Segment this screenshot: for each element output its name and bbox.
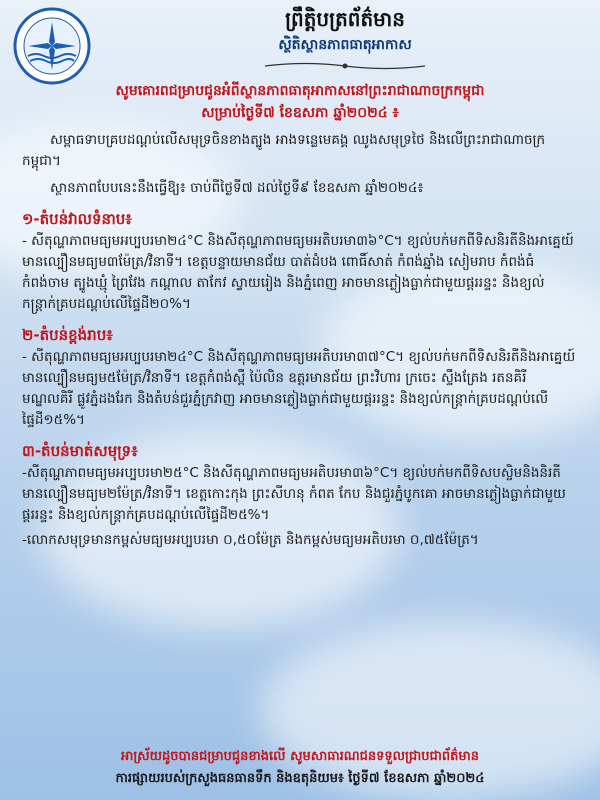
ministry-logo-icon bbox=[12, 6, 92, 86]
section-text-highland: - សីតុណ្ហភាពមធ្យមអប្បបរមា២៤°C និងសីតុណ្ហភាពមធ្យមអតិបរមា៣៧°C។ ខ្យល់បក់មកពីទិសនិរតីនិងអាគ្នេយ៍មានល្បឿនមធ្យម៥ម៉ែត្រ/វិនាទី។ ខេត្តកំពង់ស្ពឺ ប៉ៃលិន ឧត្តរមានជ័យ ព្រះវិហារ ក្រចេះ ស្ទឹងត្រែង រតនគិរី មណ្ឌលគិរី ផ្លូវភ្នំដងរែក និងតំបន់ជួរភ្នំក្រវាញ អាចមានភ្លៀងធ្លាក់ជាមួយផ្គររន្ទះ និងខ្យល់កន្ត្រាក់គ្របដណ្ដប់លើផ្ទៃដី១៥%។ bbox=[22, 349, 576, 428]
section-heading-highland: ២-តំបន់ខ្ពង់រាប៖ bbox=[22, 326, 113, 344]
wave-height-note: -លោកសមុទ្រមានកម្ពស់មធ្យមអប្បបរមា ០,៥០ម៉ែត្រ និងកម្ពស់មធ្យមអតិបរមា ០,៧៥ម៉ែត្រ។ bbox=[22, 532, 479, 548]
document-body bbox=[0, 80, 600, 551]
footer-notice: អាស្រ័យដូចបានជម្រាបជូនខាងលើ សូមសាធារណជនទទួលជ្រាបជាព័ត៌មាន bbox=[121, 749, 479, 764]
document-header bbox=[100, 4, 590, 75]
section-text-lowland: - សីតុណ្ហភាពមធ្យមអប្បបរមា២៤°C និងសីតុណ្ហភាពមធ្យមអតិបរមា៣៦°C។ ខ្យល់បក់មកពីទិសនិរតីនិងអាគ្នេយ៍មានល្បឿនមធ្យម៣ម៉ែត្រ/វិនាទី។ ខេត្តបន្ទាយមានជ័យ បាត់ដំបង ពោធិ៍សាត់ កំពង់ឆ្នាំង សៀមរាប កំពង់ធំ កំពង់ចាម ត្បូងឃ្មុំ ព្រៃវែង កណ្តាល តាកែវ ស្វាយរៀង និងភ្នំពេញ អាចមានភ្លៀងធ្លាក់ជាមួយផ្គររន្ទះ និងខ្យល់កន្ត្រាក់គ្របដណ្ដប់លើផ្ទៃដី២០%។ bbox=[22, 233, 574, 312]
section-text-coastal: -សីតុណ្ហភាពមធ្យមអប្បបរមា២៥°C និងសីតុណ្ហភាពមធ្យមអតិបរមា៣៦°C។ ខ្យល់បក់មកពីទិសបស្ចិមនិងនិរតីមានល្បឿនមធ្យម២ម៉ែត្រ/វិនាទី។ ខេត្តកោះកុង ព្រះសីហនុ កំពត កែប និងជួរភ្នំបូកគោ អាចមានភ្លៀងធ្លាក់ជាមួយផ្គររន្ទះ និងខ្យល់កន្ត្រាក់គ្របដណ្ដប់លើផ្ទៃដី២៥%។ bbox=[22, 465, 566, 523]
footer-source: ការផ្សាយរបស់ក្រសួងធនធានទឹក និងឧតុនិយម៖ ថ្ងៃទី៧ ខែឧសភា ឆ្នាំ២០២៤ bbox=[115, 771, 485, 786]
ornament-divider-icon bbox=[260, 61, 430, 71]
intro-line: សូមគោរពជម្រាបជូនអំពីស្ថានភាពធាតុអាកាសនៅព្រះរាជាណាចក្រកម្ពុជា bbox=[115, 83, 485, 99]
section-heading-lowland: ១-តំបន់វាលទំនាប៖ bbox=[22, 210, 132, 228]
intro bbox=[22, 80, 578, 124]
document-footer bbox=[0, 746, 600, 790]
document-title: ព្រឹត្តិបត្រព័ត៌មាន bbox=[285, 7, 405, 31]
document-subtitle: ស្ថិតិស្ថានភាពធាតុអាកាស bbox=[278, 37, 412, 53]
pressure-paragraph: សម្ពាធទាបគ្របដណ្តប់លើសមុទ្រចិនខាងត្បូង អាងទន្លេមេគង្គ ឈូងសមុទ្រថៃ និងលើព្រះរាជាណាចក្រកម្ពុជា។ bbox=[22, 132, 546, 169]
forecast-period: ស្ថានភាពបែបនេះនឹងធ្វើឱ្យ៖ ចាប់ពីថ្ងៃទី៧ ដល់ថ្ងៃទី៩ ខែឧសភា ឆ្នាំ២០២៤៖ bbox=[50, 180, 424, 196]
intro-line: សម្រាប់ថ្ងៃទី៧ ខែឧសភា ឆ្នាំ២០២៤ ៖ bbox=[201, 105, 399, 121]
section-heading-coastal: ៣-តំបន់មាត់សមុទ្រ៖ bbox=[22, 442, 138, 460]
